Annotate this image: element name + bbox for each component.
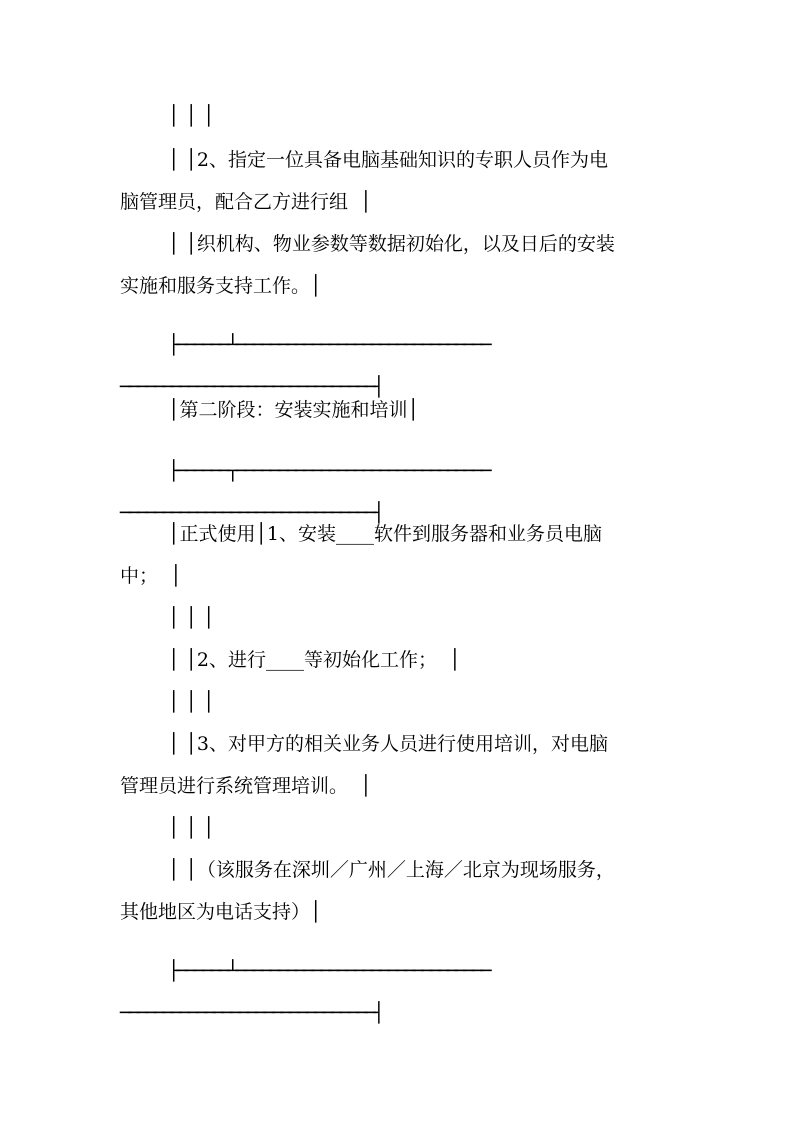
text-line: 管理员进行系统管理培训。 │	[120, 775, 372, 797]
text-line: 实施和服务支持工作。│	[120, 275, 322, 297]
table-rule: ──────────────────────────────┤	[120, 502, 382, 524]
text-line: 其他地区为电话支持）│	[120, 901, 322, 923]
text-line: │ │2、进行____等初始化工作； │	[168, 649, 461, 671]
section-heading: │第二阶段：安装实施和培训│	[168, 399, 419, 421]
table-rule: ──────────────────────────────┤	[120, 376, 382, 398]
text-line: 脑管理员，配合乙方进行组 │	[120, 191, 372, 213]
table-rule: ├──────┴──────────────────────────────	[168, 334, 489, 356]
text-line: │ │ │	[168, 607, 215, 629]
text-line: │正式使用│1、安装____软件到服务器和业务员电脑	[168, 523, 602, 545]
text-line: 中； │	[120, 565, 182, 587]
text-line: │ │ │	[168, 817, 215, 839]
text-line: │ │（该服务在深圳／广州／上海／北京为现场服务，	[168, 859, 615, 881]
text-line: │ │ │	[168, 691, 215, 713]
text-line: │ │织机构、物业参数等数据初始化，以及日后的安装	[168, 233, 615, 255]
text-line: │ │3、对甲方的相关业务人员进行使用培训，对电脑	[168, 733, 609, 755]
text-line: │ │2、指定一位具备电脑基础知识的专职人员作为电	[168, 149, 609, 171]
table-rule: ├──────┴──────────────────────────────	[168, 960, 489, 982]
table-rule: ├──────┬──────────────────────────────	[168, 460, 489, 482]
text-line: │ │ │	[168, 105, 215, 127]
table-rule: ──────────────────────────────┤	[120, 1002, 382, 1024]
